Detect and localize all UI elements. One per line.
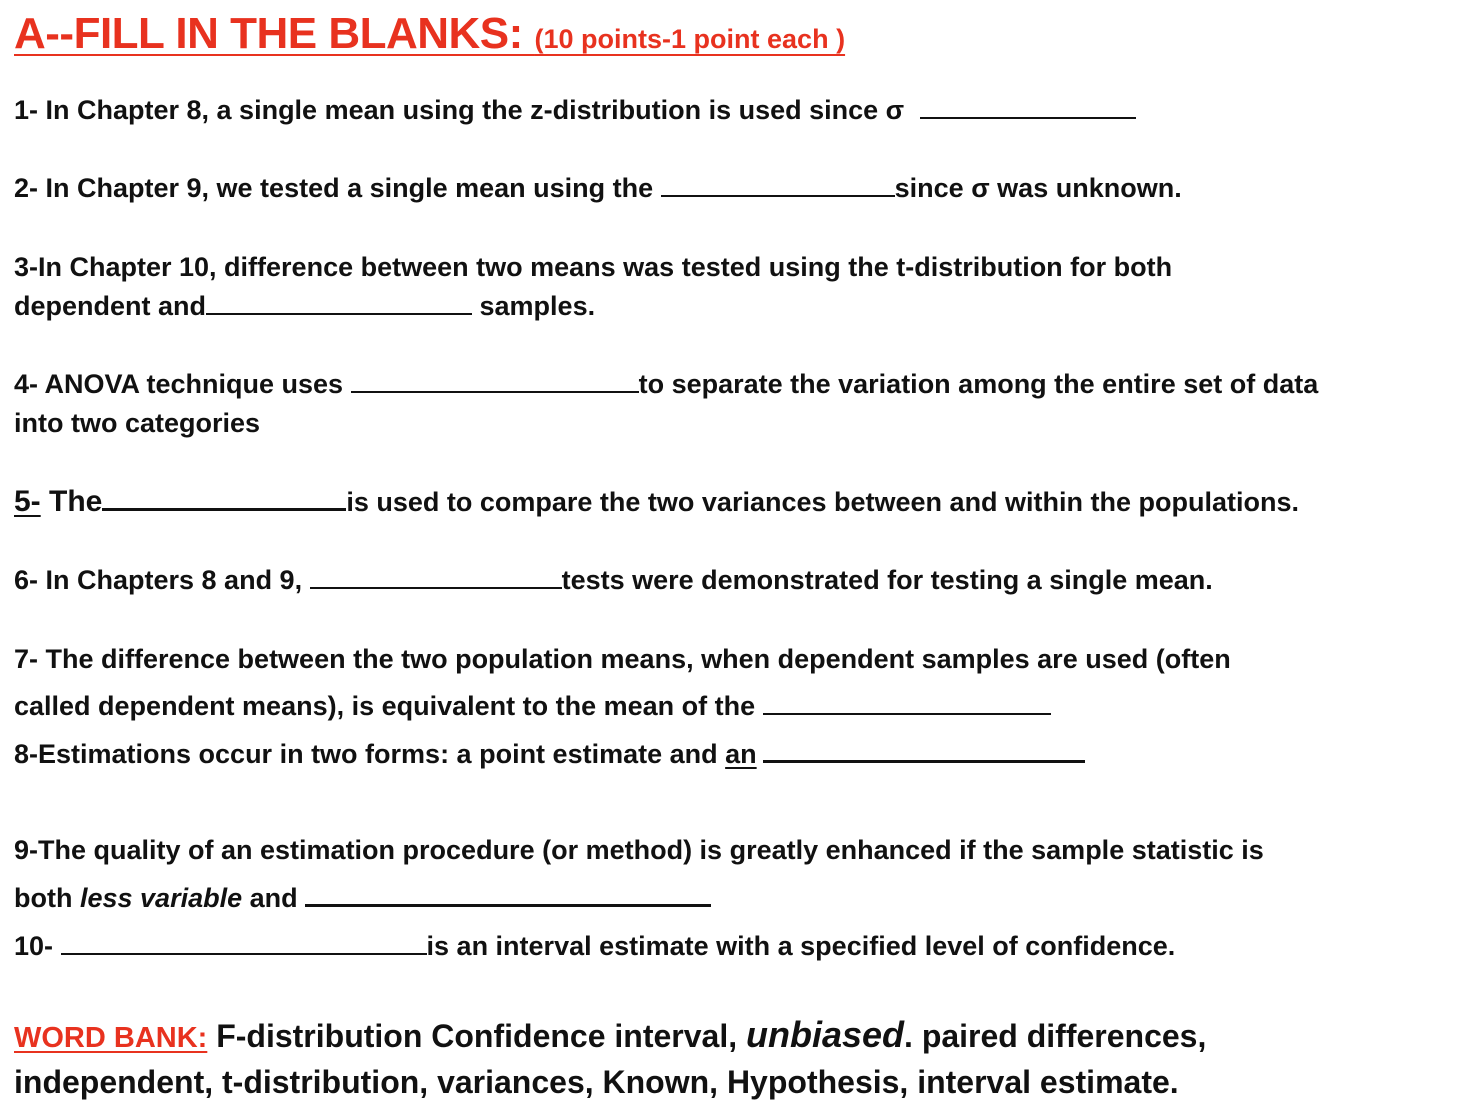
question-7-line2: called dependent means), is equivalent to the mean of the	[14, 693, 1051, 720]
word-bank-line1: WORD BANK: F-distribution Confidence interval, unbiased. paired differences,	[14, 1014, 1207, 1055]
question-6: 6- In Chapters 8 and 9, tests were demonstrated for testing a single mean.	[14, 565, 1213, 595]
answer-blank-5[interactable]	[102, 507, 346, 511]
question-8: 8-Estimations occur in two forms: a point estimate and an	[14, 741, 1085, 768]
question-2: 2- In Chapter 9, we tested a single mean using the since σ was unknown.	[14, 173, 1182, 203]
word-bank-unbiased: unbiased	[746, 1014, 905, 1055]
question-7-line1: 7- The difference between the two population means, when dependent samples are used (often	[14, 644, 1231, 674]
less-variable-text: less variable	[79, 883, 243, 913]
answer-blank-6[interactable]	[310, 586, 562, 589]
question-3-line1: 3-In Chapter 10, difference between two means was tested using the t-distribution for both	[14, 252, 1173, 282]
word-bank-label: WORD BANK:	[14, 1022, 208, 1054]
question-8-an: an	[725, 739, 757, 769]
question-5-number: 5-	[14, 485, 41, 518]
page-title	[14, 9, 846, 58]
points-note: (10 points-1 point each )	[534, 24, 846, 54]
answer-blank-8[interactable]	[763, 759, 1085, 763]
question-9-line2: both less variable and	[14, 885, 711, 912]
question-3-line2: dependent and samples.	[14, 291, 596, 321]
question-10: 10- is an interval estimate with a specified level of confidence.	[14, 931, 1176, 961]
answer-blank-3[interactable]	[206, 312, 472, 315]
answer-blank-9[interactable]	[305, 903, 711, 907]
answer-blank-10[interactable]	[61, 952, 427, 955]
answer-blank-7[interactable]	[763, 712, 1051, 715]
question-4-line1: 4- ANOVA technique uses to separate the variation among the entire set of data	[14, 369, 1319, 399]
answer-blank-1[interactable]	[920, 116, 1136, 119]
question-1: 1- In Chapter 8, a single mean using the z-distribution is used since σ	[14, 97, 1136, 124]
answer-blank-4[interactable]	[351, 390, 639, 393]
answer-blank-2[interactable]	[661, 194, 895, 197]
question-4-line2: into two categories	[14, 408, 261, 438]
question-5: 5- The is used to compare the two variances between and within the populations.	[14, 485, 1300, 518]
word-bank-line2: independent, t-distribution, variances, Known, Hypothesis, interval estimate.	[14, 1064, 1179, 1100]
title-text: A--FILL IN THE BLANKS: (10 points-1 point each )	[14, 9, 846, 58]
question-9-line1: 9-The quality of an estimation procedure (or method) is greatly enhanced if the sample statistic is	[14, 835, 1264, 865]
